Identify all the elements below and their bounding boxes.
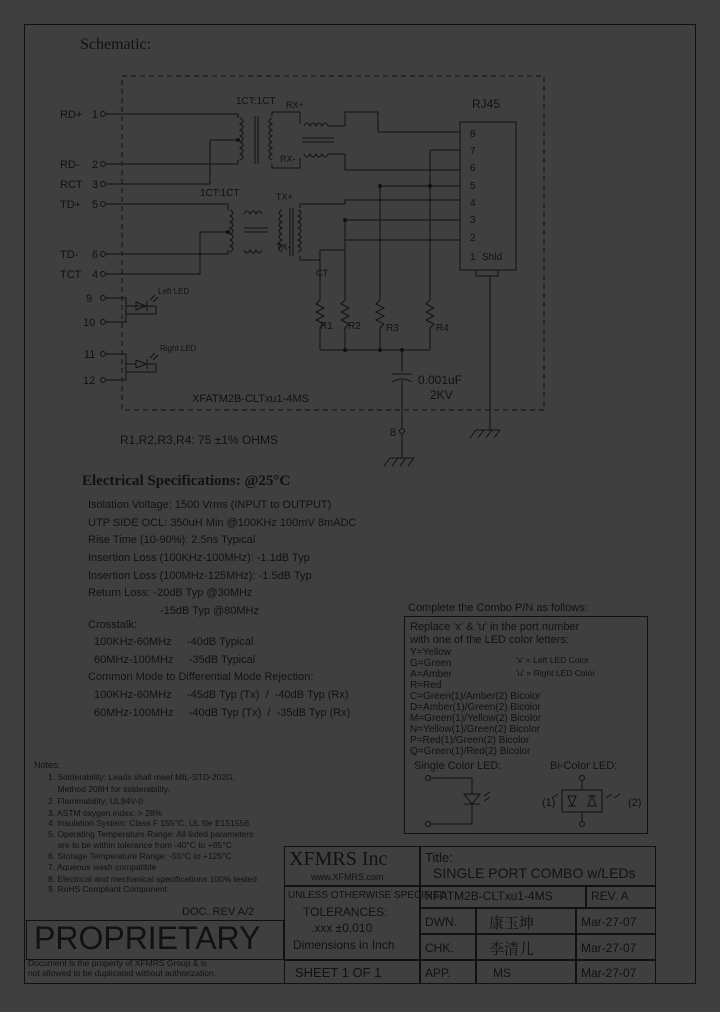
pin-num-3: 3 bbox=[92, 179, 99, 191]
note-1b: Method 208H for solderability. bbox=[48, 784, 170, 794]
note-1a: 1. Solderability: Leads shall meet MIL-STD-202G, bbox=[48, 772, 236, 782]
spec-insertion-loss-2: Insertion Loss (100MHz-125MHz): -1.5dB Typ bbox=[88, 570, 312, 582]
x-note: 'x' = Left LED Color bbox=[516, 655, 589, 665]
proprietary-text: PROPRIETARY bbox=[34, 920, 261, 956]
color-q: Q=Green(1)/Red(2) Bicolor bbox=[410, 746, 531, 757]
pin-num-6: 6 bbox=[92, 249, 99, 261]
pin-label-rd-minus: RD- bbox=[60, 159, 80, 171]
rj45-pin-8: 8 bbox=[470, 129, 476, 140]
app-date: Mar-27-07 bbox=[576, 960, 656, 984]
pin-label-rct: RCT bbox=[60, 179, 83, 191]
r3-label: R3 bbox=[386, 323, 399, 334]
pin-num-11: 11 bbox=[84, 349, 96, 361]
pin-label-td-minus: TD- bbox=[60, 249, 79, 261]
rx-ratio-label: 1CT:1CT bbox=[236, 96, 276, 107]
pin-num-1: 1 bbox=[92, 109, 99, 121]
pin-num-4: 4 bbox=[92, 269, 99, 281]
app-label: APP. bbox=[420, 960, 476, 984]
color-m: M=Green(1)/Yellow(2) Bicolor bbox=[410, 713, 542, 724]
single-led-label: Single Color LED: bbox=[414, 760, 502, 772]
color-g: G=Green bbox=[410, 658, 452, 669]
spec-cmdm-1: 100KHz-60MHz -45dB Typ (Tx) / -40dB Typ (Rx) bbox=[94, 689, 349, 701]
bi-led-label: Bi-Color LED: bbox=[550, 760, 618, 772]
dwn-label: DWN. bbox=[420, 908, 476, 934]
note-2: 2. Flammability: UL94V-0 bbox=[48, 796, 143, 806]
title-label: Title: bbox=[425, 850, 453, 865]
chk-signature: 李清儿 bbox=[476, 934, 576, 960]
pin-num-9: 9 bbox=[86, 293, 93, 305]
title-value: SINGLE PORT COMBO w/LEDs bbox=[433, 865, 636, 881]
note-6: 6. Storage Temperature Range: -55°C to +125°C bbox=[48, 851, 232, 861]
color-d: D=Amber(1)/Green(2) Bicolor bbox=[410, 702, 541, 713]
part-in-box-label: XFATM2B-CLTxu1-4MS bbox=[192, 393, 309, 405]
rev-cell: REV. A bbox=[586, 886, 656, 908]
color-p: P=Red(1)/Green(2) Bicolor bbox=[410, 735, 530, 746]
left-led-label: Left LED bbox=[158, 287, 190, 296]
company-cell bbox=[284, 846, 420, 886]
electrical-title: Electrical Specifications: @25°C bbox=[82, 473, 291, 489]
color-r: R=Red bbox=[410, 680, 442, 691]
dimensions-note: Dimensions in Inch bbox=[293, 938, 395, 952]
doc-rev: DOC. REV A/2 bbox=[182, 906, 255, 918]
company-website: www.XFMRS.com bbox=[311, 872, 384, 882]
r2-label: R2 bbox=[348, 321, 361, 332]
rj45-pin-1: 1 bbox=[470, 252, 476, 263]
combo-intro-1: Replace 'x' & 'u' in the port number bbox=[410, 621, 580, 633]
note-4: 4. Insulation System: Class F 155°C. UL file E151556 bbox=[48, 818, 250, 828]
cap-voltage-label: 2KV bbox=[430, 388, 453, 402]
rj45-pin-5: 5 bbox=[470, 181, 476, 192]
unless-specified: UNLESS OTHERWISE SPECIFIED bbox=[288, 890, 447, 901]
pin-num-2: 2 bbox=[92, 159, 99, 171]
rj45-pin-4: 4 bbox=[470, 198, 476, 209]
pin-label-tct: TCT bbox=[60, 269, 82, 281]
color-c: C=Green(1)/Amber(2) Bicolor bbox=[410, 691, 541, 702]
rx-minus-label: RX- bbox=[280, 154, 296, 164]
tx-plus-label: TX+ bbox=[276, 192, 293, 202]
spec-return-loss-2: -15dB Typ @80MHz bbox=[160, 605, 260, 617]
spec-ocl: UTP SIDE OCL: 350uH Min @100KHz 100mV 8mADC bbox=[88, 517, 357, 529]
schematic-diagram bbox=[0, 0, 720, 470]
led-symbols bbox=[404, 770, 648, 834]
spec-insertion-loss-1: Insertion Loss (100KHz-100MHz): -1.1dB Typ bbox=[88, 552, 310, 564]
note-9: 9. RoHS Compliant Component bbox=[48, 884, 168, 894]
spec-crosstalk-title: Crosstalk: bbox=[88, 619, 137, 631]
r4-label: R4 bbox=[436, 323, 449, 334]
title-cell bbox=[420, 846, 656, 886]
u-note: 'u' = Right LED Color bbox=[516, 668, 596, 678]
cap-value-label: 0.001uF bbox=[418, 373, 463, 387]
rx-plus-label: RX+ bbox=[286, 100, 304, 110]
proprietary-note-2: not allowed to be duplicated without authorization. bbox=[28, 968, 217, 978]
pin-num-10: 10 bbox=[83, 317, 96, 329]
color-n: N=Yellow(1)/Green(2) Bicolor bbox=[410, 724, 540, 735]
chk-date: Mar-27-07 bbox=[576, 934, 656, 960]
color-a: A=Amber bbox=[410, 669, 452, 680]
part-number-cell: XFATM2B-CLTxu1-4MS bbox=[420, 886, 586, 908]
ct-label: CT bbox=[316, 268, 328, 278]
spec-cmdm-title: Common Mode to Differential Mode Rejection: bbox=[88, 671, 314, 683]
notes-title: Notes: bbox=[34, 760, 61, 770]
spec-cmdm-2: 60MHz-100MHz -40dB Typ (Tx) / -35dB Typ (Rx) bbox=[94, 707, 351, 719]
tx-minus-label: TX- bbox=[276, 242, 291, 252]
note-7: 7. Aqueous wash compatible bbox=[48, 862, 157, 872]
dwn-signature: 康玉坤 bbox=[476, 908, 576, 934]
rj45-pin-3: 3 bbox=[470, 215, 476, 226]
note-8: 8. Electrical and mechanical specifications 100% tested bbox=[48, 874, 257, 884]
dwn-date: Mar-27-07 bbox=[576, 908, 656, 934]
pin-num-12: 12 bbox=[83, 375, 96, 387]
pin-label-td-plus: TD+ bbox=[60, 199, 82, 211]
rj45-pin-7: 7 bbox=[470, 146, 476, 157]
spec-crosstalk-2: 60MHz-100MHz -35dB Typical bbox=[94, 654, 256, 666]
pin-label-rd-plus: RD+ bbox=[60, 109, 83, 121]
ground-pin-8: 8 bbox=[390, 427, 397, 439]
spec-isolation: Isolation Voltage: 1500 Vrms (INPUT to OUTPUT) bbox=[88, 499, 332, 511]
bi-led-1-label: (1) bbox=[542, 797, 556, 809]
note-3: 3. ASTM oxygen index: > 28% bbox=[48, 808, 163, 818]
company-name: XFMRS Inc bbox=[289, 848, 388, 870]
sheet-cell: SHEET 1 OF 1 bbox=[284, 960, 420, 984]
spec-return-loss-1: Return Loss: -20dB Typ @30MHz bbox=[88, 587, 253, 599]
rj45-shld-label: Shld bbox=[482, 252, 503, 263]
proprietary-note-1: Document is the property of XFMRS Group & is bbox=[28, 958, 208, 968]
chk-label: CHK. bbox=[420, 934, 476, 960]
pin-num-5: 5 bbox=[92, 199, 99, 211]
combo-intro-2: with one of the LED color letters: bbox=[410, 634, 569, 646]
combo-title: Complete the Combo P/N as follows: bbox=[408, 602, 588, 614]
r1-label: R1 bbox=[320, 321, 333, 332]
color-y: Y=Yellow bbox=[410, 647, 452, 658]
note-5a: 5. Operating Temperature Range: All listed parameters bbox=[48, 829, 254, 839]
rj45-pin-6: 6 bbox=[470, 163, 476, 174]
tolerances-value: .xxx ±0.010 bbox=[311, 921, 373, 935]
bi-led-2-label: (2) bbox=[628, 797, 642, 809]
note-5b: are to be within tolerance from -40°C to +85°C bbox=[48, 840, 232, 850]
rj45-pin-2: 2 bbox=[470, 233, 476, 244]
tx-ratio-label: 1CT:1CT bbox=[200, 188, 240, 199]
schematic-title: Schematic: bbox=[80, 36, 152, 53]
spec-crosstalk-1: 100KHz-60MHz -40dB Typical bbox=[94, 636, 254, 648]
rj45-label: RJ45 bbox=[472, 97, 501, 111]
right-led-label: Right LED bbox=[160, 344, 197, 353]
tolerances-label: TOLERANCES: bbox=[303, 905, 388, 919]
spec-rise-time: Rise Time (10-90%): 2.5ns Typical bbox=[88, 534, 256, 546]
resistor-note: R1,R2,R3,R4: 75 ±1% OHMS bbox=[120, 433, 278, 447]
app-value: MS bbox=[476, 960, 576, 984]
